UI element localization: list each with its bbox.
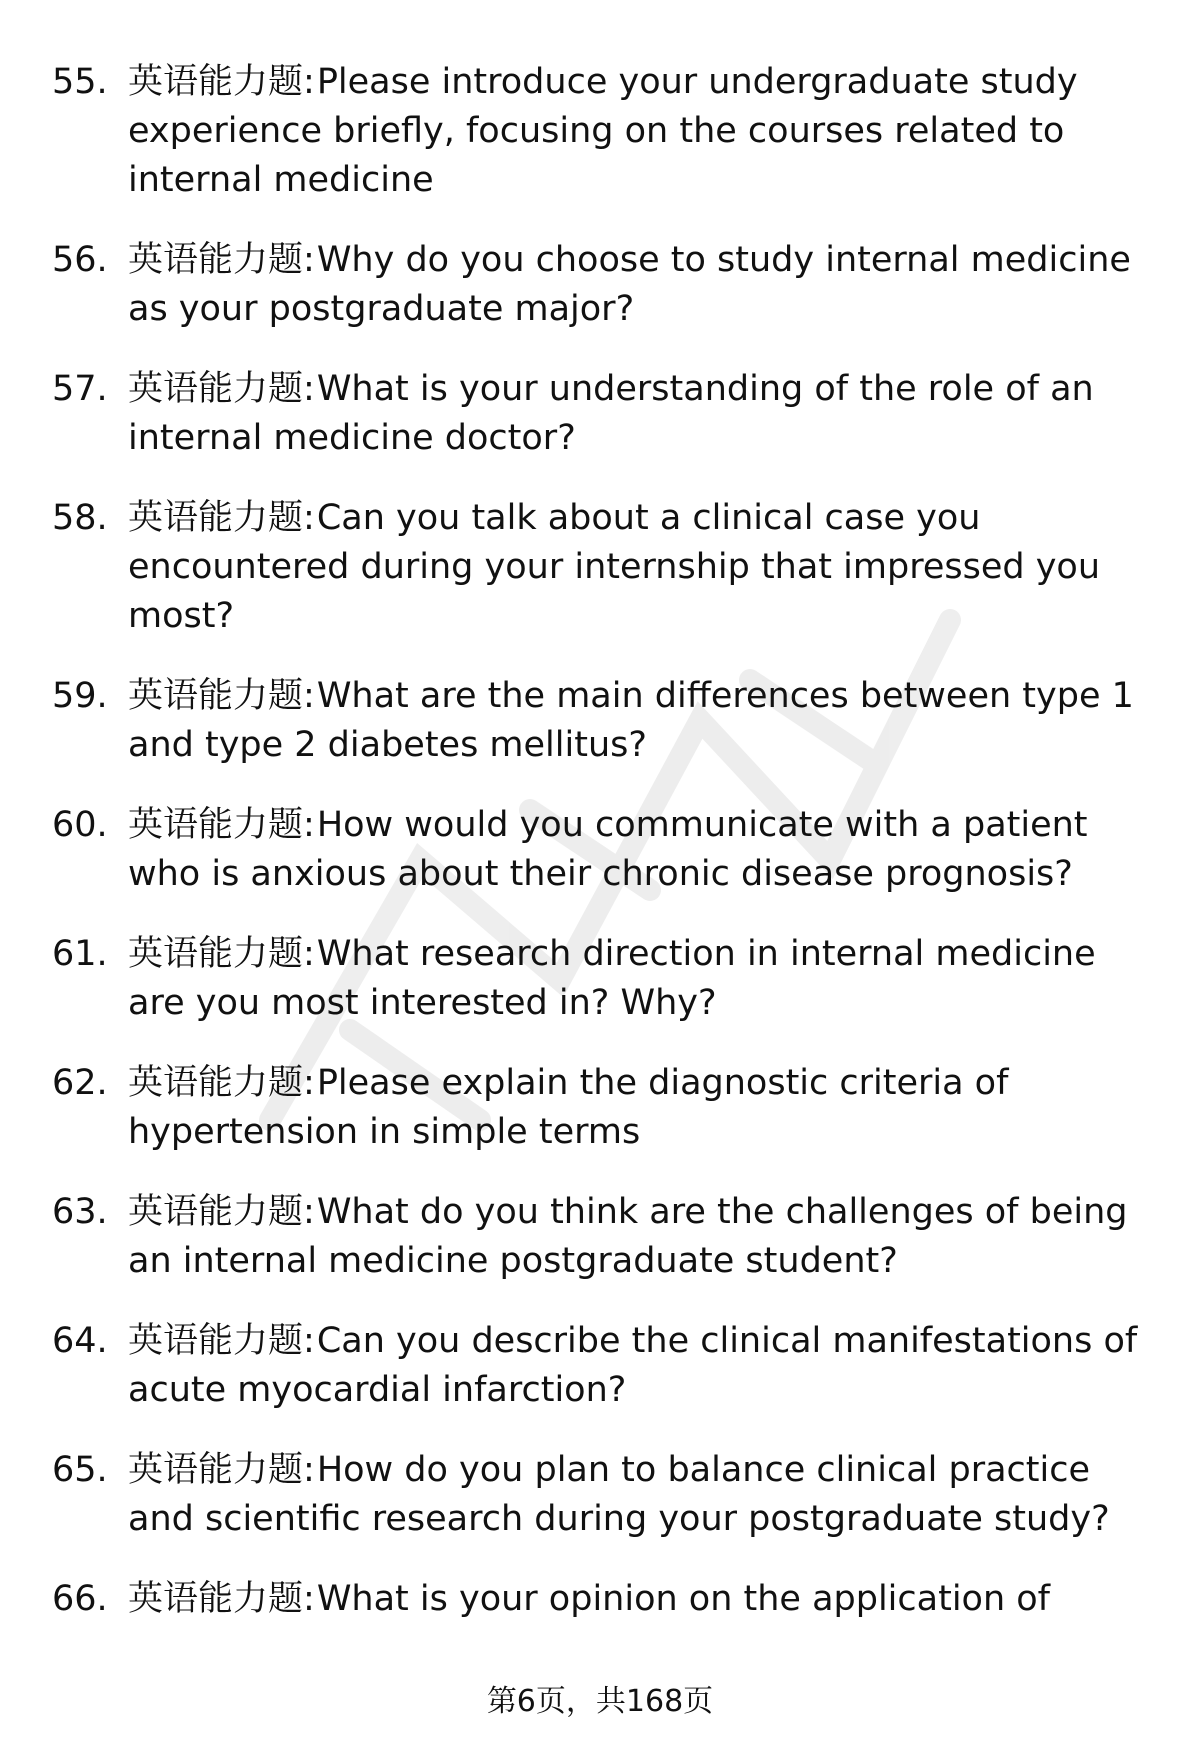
question-text: What research direction in internal medicine are you most interested in? Why? — [128, 934, 1096, 1023]
question-separator: : — [303, 1321, 315, 1361]
question-separator: : — [303, 934, 315, 974]
question-text: How do you plan to balance clinical practice and scientific research during your postgraduate study? — [128, 1450, 1110, 1539]
question-category-tag: 英语能力题 — [128, 1450, 304, 1490]
question-number: 56. — [52, 240, 108, 280]
question-text: How would you communicate with a patient who is anxious about their chronic disease prognosis? — [128, 805, 1088, 894]
question-separator: : — [303, 369, 315, 409]
question-text: Can you describe the clinical manifestations of acute myocardial infarction? — [128, 1321, 1138, 1410]
question-category-tag: 英语能力题 — [128, 498, 304, 538]
question-separator: : — [303, 1579, 315, 1619]
question-separator: : — [303, 240, 315, 280]
question-text: Please introduce your undergraduate study experience briefly, focusing on the courses related to internal medicine — [128, 62, 1078, 200]
question-separator: : — [303, 498, 315, 538]
page-footer: 第6页，共168页 — [486, 1684, 714, 1719]
question-separator: : — [303, 62, 315, 102]
question-category-tag: 英语能力题 — [128, 805, 304, 845]
question-number: 58. — [52, 498, 108, 538]
question-text: What are the main differences between type 1 and type 2 diabetes mellitus? — [128, 676, 1134, 765]
question-item — [52, 1446, 1162, 1544]
question-category-tag: 英语能力题 — [128, 934, 304, 974]
question-item — [52, 365, 1162, 463]
question-number: 61. — [52, 934, 108, 974]
question-separator: : — [303, 1192, 315, 1232]
question-item — [52, 1059, 1162, 1157]
question-number: 60. — [52, 805, 108, 845]
question-category-tag: 英语能力题 — [128, 676, 304, 716]
question-number: 57. — [52, 369, 108, 409]
question-separator: : — [303, 1450, 315, 1490]
question-number: 55. — [52, 62, 108, 102]
question-number: 63. — [52, 1192, 108, 1232]
question-number: 65. — [52, 1450, 108, 1490]
question-item — [52, 58, 1162, 205]
question-separator: : — [303, 676, 315, 716]
question-category-tag: 英语能力题 — [128, 1579, 304, 1619]
question-text: Please explain the diagnostic criteria of hypertension in simple terms — [128, 1063, 1009, 1152]
question-item — [52, 1575, 1162, 1624]
question-number: 62. — [52, 1063, 108, 1103]
question-item — [52, 930, 1162, 1028]
question-category-tag: 英语能力题 — [128, 1063, 304, 1103]
question-text: What do you think are the challenges of being an internal medicine postgraduate student? — [128, 1192, 1128, 1281]
question-item — [52, 672, 1162, 770]
question-text: Why do you choose to study internal medicine as your postgraduate major? — [128, 240, 1131, 329]
question-item — [52, 236, 1162, 334]
question-text: What is your opinion on the application of — [316, 1579, 1051, 1619]
question-item — [52, 494, 1162, 641]
question-number: 64. — [52, 1321, 108, 1361]
question-separator: : — [303, 1063, 315, 1103]
question-number: 66. — [52, 1579, 108, 1619]
question-number: 59. — [52, 676, 108, 716]
question-item — [52, 1188, 1162, 1286]
question-separator: : — [303, 805, 315, 845]
question-item — [52, 801, 1162, 899]
question-text: Can you talk about a clinical case you encountered during your internship that impressed you most? — [128, 498, 1101, 636]
question-category-tag: 英语能力题 — [128, 1192, 304, 1232]
question-list — [52, 58, 1162, 1655]
question-category-tag: 英语能力题 — [128, 369, 304, 409]
question-text: What is your understanding of the role of an internal medicine doctor? — [128, 369, 1094, 458]
question-category-tag: 英语能力题 — [128, 240, 304, 280]
question-item — [52, 1317, 1162, 1415]
question-category-tag: 英语能力题 — [128, 62, 304, 102]
question-category-tag: 英语能力题 — [128, 1321, 304, 1361]
